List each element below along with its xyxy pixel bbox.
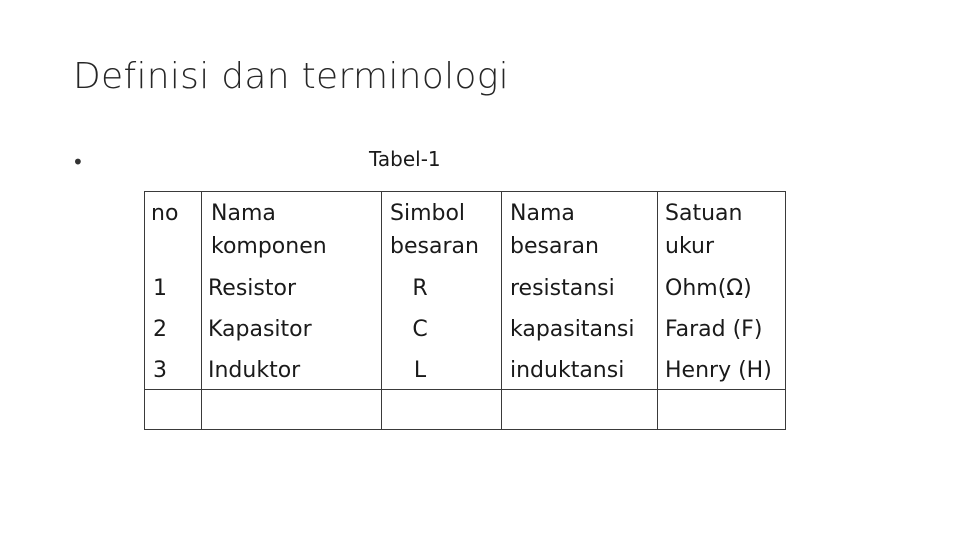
table-cell-no: 1 — [153, 276, 167, 301]
table-cell-simbol: R — [412, 276, 428, 301]
column-divider — [501, 192, 502, 429]
header-no: no — [151, 201, 179, 226]
table-cell-simbol: L — [413, 358, 427, 383]
table-cell-satuan: Ohm(Ω) — [665, 276, 752, 301]
table-cell-satuan: Farad (F) — [665, 317, 763, 342]
bullet-point: • — [72, 150, 84, 174]
table-cell-no: 3 — [153, 358, 167, 383]
slide-title: Definisi dan terminologi — [73, 56, 509, 97]
table-cell-besaran: resistansi — [510, 276, 615, 301]
header-satuan-ukur: Satuan — [665, 201, 743, 226]
column-divider — [657, 192, 658, 429]
table-cell-komponen: Kapasitor — [208, 317, 312, 342]
column-divider — [381, 192, 382, 429]
table-cell-besaran: kapasitansi — [510, 317, 635, 342]
component-table — [144, 191, 786, 430]
table-cell-simbol: C — [412, 317, 428, 342]
table-cell-besaran: induktansi — [510, 358, 625, 383]
table-cell-komponen: Resistor — [208, 276, 296, 301]
table-cell-komponen: Induktor — [208, 358, 301, 383]
table-cell-no: 2 — [153, 317, 167, 342]
header-nama-besaran: Nama — [510, 201, 575, 226]
column-divider — [201, 192, 202, 429]
header-simbol-besaran: Simbol — [390, 201, 466, 226]
header-nama-besaran: besaran — [510, 234, 599, 259]
table-caption: Tabel-1 — [369, 147, 441, 171]
header-simbol-besaran: besaran — [390, 234, 479, 259]
table-cell-satuan: Henry (H) — [665, 358, 772, 383]
header-satuan-ukur: ukur — [665, 234, 714, 259]
header-nama-komponen: Nama — [211, 201, 276, 226]
header-nama-komponen: komponen — [211, 234, 327, 259]
row-divider — [145, 389, 785, 390]
